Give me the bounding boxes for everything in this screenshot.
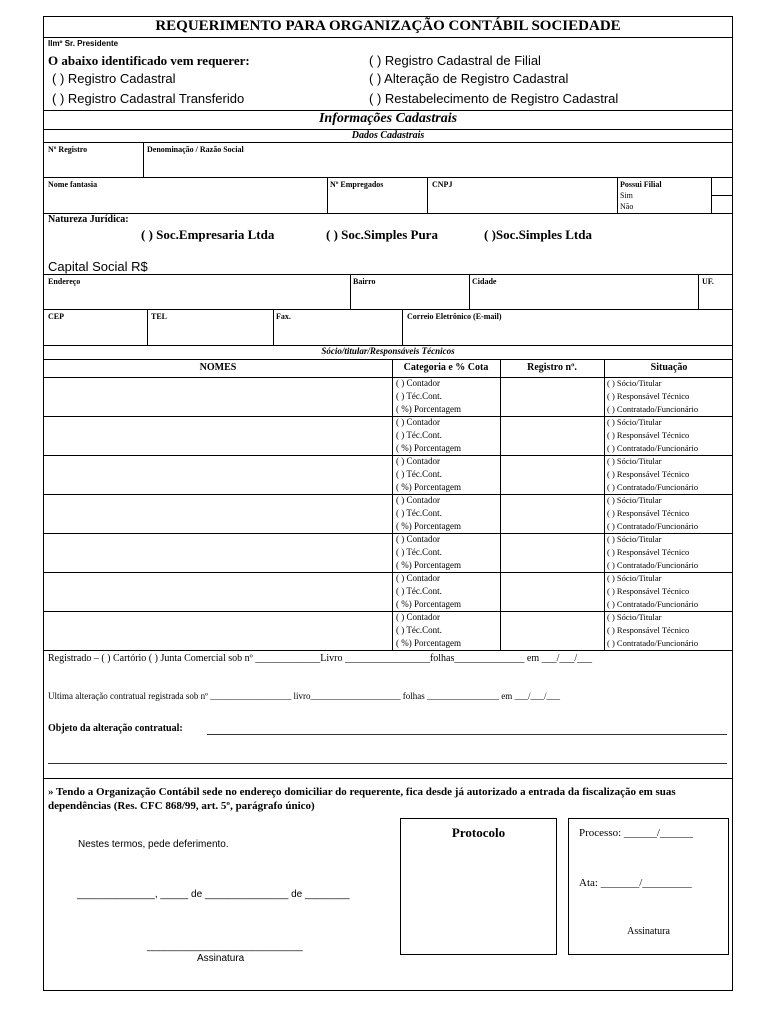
situacao-option[interactable]: ( ) Responsável Técnico <box>607 508 690 518</box>
categoria-option[interactable]: ( %) Porcentagem <box>396 404 461 414</box>
situacao-option[interactable]: ( ) Sócio/Titular <box>607 495 662 505</box>
situacao-option[interactable]: ( ) Contratado/Funcionário <box>607 638 699 648</box>
requirement-form <box>43 16 733 991</box>
categoria-cell[interactable] <box>396 611 461 650</box>
categoria-option[interactable]: ( ) Téc.Cont. <box>396 391 442 401</box>
objeto-field-line2[interactable] <box>48 763 727 764</box>
categoria-option[interactable]: ( ) Téc.Cont. <box>396 508 442 518</box>
categoria-cell[interactable] <box>396 455 461 494</box>
assinatura-label: Assinatura <box>197 953 245 964</box>
data-line[interactable]: ______________, _____ de _______________ de ________ <box>77 889 350 900</box>
label-fax: Fax. <box>276 312 291 321</box>
situacao-option[interactable]: ( ) Sócio/Titular <box>607 534 662 544</box>
label-sim: Sim <box>620 191 633 200</box>
label-endereco: Endereço <box>48 277 81 286</box>
label-nao: Não <box>620 202 634 211</box>
page-title: REQUERIMENTO PARA ORGANIZAÇÃO CONTÁBIL SOCIEDADE <box>155 18 621 34</box>
natureza-simples-pura[interactable]: ( ) Soc.Simples Pura <box>326 227 438 242</box>
objeto-field[interactable] <box>207 734 727 735</box>
natureza-empresaria[interactable]: ( ) Soc.Empresaria Ltda <box>141 227 275 242</box>
label-n-empregados: Nº Empregados <box>330 180 384 189</box>
situacao-option[interactable]: ( ) Sócio/Titular <box>607 612 662 622</box>
categoria-option[interactable]: ( ) Téc.Cont. <box>396 625 442 635</box>
assinatura-box-label: Assinatura <box>627 926 670 937</box>
categoria-option[interactable]: ( ) Contador <box>396 573 440 583</box>
request-intro: O abaixo identificado vem requerer: <box>48 53 250 68</box>
situacao-option[interactable]: ( ) Sócio/Titular <box>607 573 662 583</box>
label-bairro: Bairro <box>353 277 376 286</box>
situacao-option[interactable]: ( ) Responsável Técnico <box>607 469 690 479</box>
header-registro: Registro nº. <box>527 362 577 373</box>
assinatura-line[interactable]: ____________________________ <box>147 941 303 952</box>
categoria-option[interactable]: ( ) Contador <box>396 378 440 388</box>
protocolo-box <box>400 818 557 955</box>
registro-cell[interactable] <box>500 611 604 650</box>
situacao-option[interactable]: ( ) Sócio/Titular <box>607 378 662 388</box>
categoria-option[interactable]: ( ) Téc.Cont. <box>396 547 442 557</box>
categoria-option[interactable]: ( ) Contador <box>396 612 440 622</box>
salutation: Ilmº Sr. Presidente <box>48 39 119 48</box>
header-nomes: NOMES <box>199 362 237 373</box>
nome-cell[interactable] <box>44 455 392 494</box>
nome-cell[interactable] <box>44 611 392 650</box>
label-denominacao: Denominação / Razão Social <box>147 145 244 154</box>
section-info-cadastrais: Informações Cadastrais <box>318 111 458 126</box>
label-cidade: Cidade <box>472 277 497 286</box>
nome-cell[interactable] <box>44 494 392 533</box>
categoria-option[interactable]: ( %) Porcentagem <box>396 638 461 648</box>
situacao-option[interactable]: ( ) Contratado/Funcionário <box>607 443 699 453</box>
situacao-cell[interactable] <box>607 572 698 611</box>
row-divider <box>44 650 732 651</box>
registro-cell[interactable] <box>500 494 604 533</box>
situacao-cell[interactable] <box>607 416 698 455</box>
categoria-option[interactable]: ( %) Porcentagem <box>396 560 461 570</box>
situacao-cell[interactable] <box>607 611 698 650</box>
option-registro-cadastral[interactable]: ( ) Registro Cadastral <box>52 71 176 86</box>
natureza-simples-ltda[interactable]: ( )Soc.Simples Ltda <box>484 227 592 242</box>
categoria-option[interactable]: ( ) Contador <box>396 456 440 466</box>
option-registro-transferido[interactable]: ( ) Registro Cadastral Transferido <box>52 91 245 106</box>
protocolo-label: Protocolo <box>451 825 506 840</box>
label-cnpj: CNPJ <box>432 180 453 189</box>
registro-cell[interactable] <box>500 533 604 572</box>
situacao-cell[interactable] <box>607 494 698 533</box>
nome-cell[interactable] <box>44 416 392 455</box>
categoria-option[interactable]: ( ) Contador <box>396 534 440 544</box>
nome-cell[interactable] <box>44 572 392 611</box>
situacao-cell[interactable] <box>607 377 698 416</box>
situacao-option[interactable]: ( ) Responsável Técnico <box>607 547 690 557</box>
option-registro-filial[interactable]: ( ) Registro Cadastral de Filial <box>369 53 541 68</box>
situacao-option[interactable]: ( ) Responsável Técnico <box>607 586 690 596</box>
subsection-dados-cadastrais: Dados Cadastrais <box>351 130 425 141</box>
situacao-option[interactable]: ( ) Responsável Técnico <box>607 391 690 401</box>
registro-cell[interactable] <box>500 377 604 416</box>
option-alteracao[interactable]: ( ) Alteração de Registro Cadastral <box>369 71 569 86</box>
categoria-option[interactable]: ( ) Téc.Cont. <box>396 469 442 479</box>
label-natureza: Natureza Jurídica: <box>48 214 129 225</box>
situacao-option[interactable]: ( ) Responsável Técnico <box>607 625 690 635</box>
label-tel: TEL <box>151 312 168 321</box>
registro-cell[interactable] <box>500 455 604 494</box>
nome-cell[interactable] <box>44 377 392 416</box>
situacao-cell[interactable] <box>607 455 698 494</box>
categoria-option[interactable]: ( %) Porcentagem <box>396 599 461 609</box>
categoria-cell[interactable] <box>396 494 461 533</box>
situacao-option[interactable]: ( ) Sócio/Titular <box>607 417 662 427</box>
option-restabelecimento[interactable]: ( ) Restabelecimento de Registro Cadastral <box>369 91 619 106</box>
categoria-option[interactable]: ( %) Porcentagem <box>396 482 461 492</box>
situacao-option[interactable]: ( ) Contratado/Funcionário <box>607 599 699 609</box>
situacao-option[interactable]: ( ) Contratado/Funcionário <box>607 521 699 531</box>
categoria-cell[interactable] <box>396 572 461 611</box>
ata-field[interactable]: Ata: _______/_________ <box>579 877 692 889</box>
situacao-option[interactable]: ( ) Responsável Técnico <box>607 430 690 440</box>
autorizacao-text: » Tendo a Organização Contábil sede no endereço domiciliar do requerente, fica desde já autorizado a entrada da fiscalização em suas dependências (Res. CFC 868/99, art. 5º, parágrafo único) <box>48 786 676 812</box>
categoria-option[interactable]: ( ) Contador <box>396 495 440 505</box>
categoria-cell[interactable] <box>396 377 461 416</box>
categoria-option[interactable]: ( %) Porcentagem <box>396 521 461 531</box>
ultima-alteracao-line[interactable]: Ultima alteração contratual registrada sob nº __________________ livro____________________ folhas ________________ em ___/___/___ <box>48 691 560 701</box>
registro-cell[interactable] <box>500 572 604 611</box>
situacao-cell[interactable] <box>607 533 698 572</box>
registro-cell[interactable] <box>500 416 604 455</box>
situacao-option[interactable]: ( ) Contratado/Funcionário <box>607 560 699 570</box>
section-socios: Sócio/titular/Responsáveis Técnicos <box>321 346 455 356</box>
processo-box <box>568 818 729 955</box>
label-nome-fantasia: Nome fantasia <box>48 180 98 189</box>
categoria-option[interactable]: ( %) Porcentagem <box>396 443 461 453</box>
processo-field[interactable]: Processo: ______/______ <box>579 827 693 839</box>
label-objeto: Objeto da alteração contratual: <box>48 723 183 734</box>
label-n-registro: Nº Registro <box>48 145 88 154</box>
categoria-cell[interactable] <box>396 533 461 572</box>
label-email: Correio Eletrônico (E-mail) <box>407 312 502 321</box>
header-categoria: Categoria e % Cota <box>403 362 489 373</box>
categoria-option[interactable]: ( ) Téc.Cont. <box>396 586 442 596</box>
categoria-cell[interactable] <box>396 416 461 455</box>
registrado-line[interactable]: Registrado – ( ) Cartório ( ) Junta Comercial sob nº _____________Livro _________________folhas______________ em ___/___/___ <box>48 653 593 664</box>
header-situacao: Situação <box>650 362 688 373</box>
categoria-option[interactable]: ( ) Téc.Cont. <box>396 430 442 440</box>
label-uf: UF. <box>702 277 714 286</box>
label-possui-filial: Possui Filial <box>620 180 662 189</box>
categoria-option[interactable]: ( ) Contador <box>396 417 440 427</box>
situacao-option[interactable]: ( ) Sócio/Titular <box>607 456 662 466</box>
situacao-option[interactable]: ( ) Contratado/Funcionário <box>607 404 699 414</box>
nome-cell[interactable] <box>44 533 392 572</box>
situacao-option[interactable]: ( ) Contratado/Funcionário <box>607 482 699 492</box>
label-capital: Capital Social R$ <box>48 259 148 274</box>
label-cep: CEP <box>48 312 64 321</box>
termos-text: Nestes termos, pede deferimento. <box>78 839 229 850</box>
